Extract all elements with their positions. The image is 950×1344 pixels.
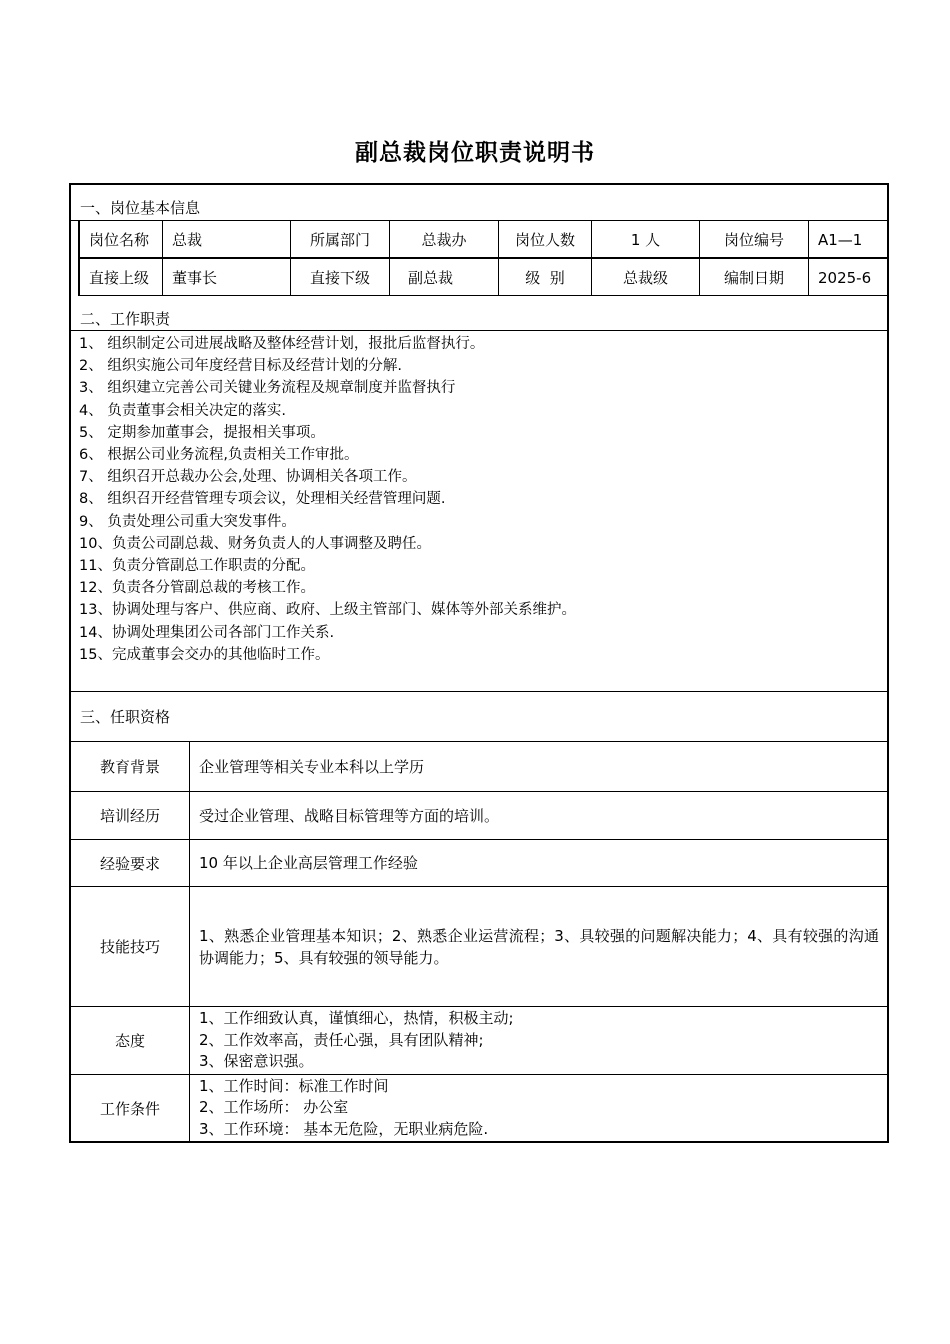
attitude-line: 1、工作细致认真，谨慎细心，热情，积极主动; [199,1009,514,1028]
basic-grid-bottom [78,295,888,296]
training-value: 受过企业管理、战略目标管理等方面的培训。 [199,806,500,825]
position-code-value: A1—1 [818,230,863,249]
headcount-value: 1 人 [630,231,661,249]
list-item: 14、协调处理集团公司各部门工作关系. [79,624,335,641]
basic-info-heading: 一、岗位基本信息 [80,198,201,217]
list-item: 2、 组织实施公司年度经营目标及经营计划的分解. [79,358,402,375]
level-label: 级 别 [525,269,565,287]
basic-grid-row-divider [78,257,888,259]
education-value: 企业管理等相关专业本科以上学历 [199,757,425,776]
qualifications-heading: 三、任职资格 [80,708,171,726]
list-item: 12、负责各分管副总裁的考核工作。 [79,580,315,597]
list-item: 11、负责分管副总工作职责的分配。 [79,558,315,575]
list-item: 15、完成董事会交办的其他临时工作。 [79,646,330,663]
attitude-label: 态度 [114,1032,145,1050]
conditions-line: 2、工作场所： 办公室 [199,1098,349,1117]
conditions-line: 3、工作环境： 基本无危险，无职业病危险. [199,1119,489,1138]
basic-info-heading-rule [71,220,889,221]
attitude-line: 2、工作效率高，责任心强，具有团队精神; [199,1030,484,1049]
supervisor-label: 直接上级 [89,269,150,287]
table-right-border [887,183,889,1143]
list-item: 8、 组织召开经营管理专项会议，处理相关经营管理问题. [79,491,446,508]
supervisor-value: 董事长 [172,269,218,287]
experience-value: 10 年以上企业高层管理工作经验 [199,854,418,872]
table-top-border [69,183,889,185]
document-title: 副总裁岗位职责说明书 [355,140,595,166]
list-item: 5、 定期参加董事会，提报相关事项。 [79,424,325,441]
table-bottom-border [69,1141,889,1143]
department-value: 总裁办 [421,231,467,249]
list-item: 4、 负责董事会相关决定的落实. [79,402,286,419]
headcount-label: 岗位人数 [514,231,575,249]
compile-date-value: 2025-6 [818,268,872,287]
skills-label: 技能技巧 [99,938,160,956]
list-item: 3、 组织建立完善公司关键业务流程及规章制度并监督执行 [79,380,456,397]
duties-heading: 二、工作职责 [80,309,171,328]
list-item: 1、 组织制定公司进展战略及整体经营计划，报批后监督执行。 [79,336,485,352]
conditions-value [190,1075,887,1141]
list-item: 9、 负责处理公司重大突发事件。 [79,513,296,530]
list-item: 6、 根据公司业务流程,负责相关工作审批。 [79,447,359,464]
department-label: 所属部门 [309,231,370,249]
list-item: 10、负责公司副总裁、财务负责人的人事调整及聘任。 [79,535,431,552]
subordinate-label: 直接下级 [309,269,370,287]
skills-value: 1、熟悉企业管理基本知识；2、熟悉企业运营流程；3、具较强的问题解决能力；4、具有较强的沟通协调能力；5、具有较强的领导能力。 [199,926,879,967]
position-name-label: 岗位名称 [89,231,150,249]
duties-list [79,333,576,666]
conditions-line: 1、工作时间：标准工作时间 [199,1076,389,1095]
duties-heading-rule [71,330,889,331]
position-name-value: 总裁 [172,231,203,249]
experience-label: 经验要求 [99,854,160,873]
attitude-line: 3、保密意识强。 [199,1052,314,1071]
level-value: 总裁级 [622,269,668,287]
position-code-label: 岗位编号 [723,231,784,249]
training-label: 培训经历 [99,807,160,825]
conditions-label: 工作条件 [99,1099,160,1118]
subordinate-value: 副总裁 [408,269,454,287]
list-item: 7、 组织召开总裁办公会,处理、协调相关各项工作。 [79,469,417,486]
compile-date-label: 编制日期 [723,269,784,287]
education-label: 教育背景 [99,758,160,776]
list-item: 13、协调处理与客户、供应商、政府、上级主管部门、媒体等外部关系维护。 [79,602,576,619]
attitude-value [190,1007,887,1074]
